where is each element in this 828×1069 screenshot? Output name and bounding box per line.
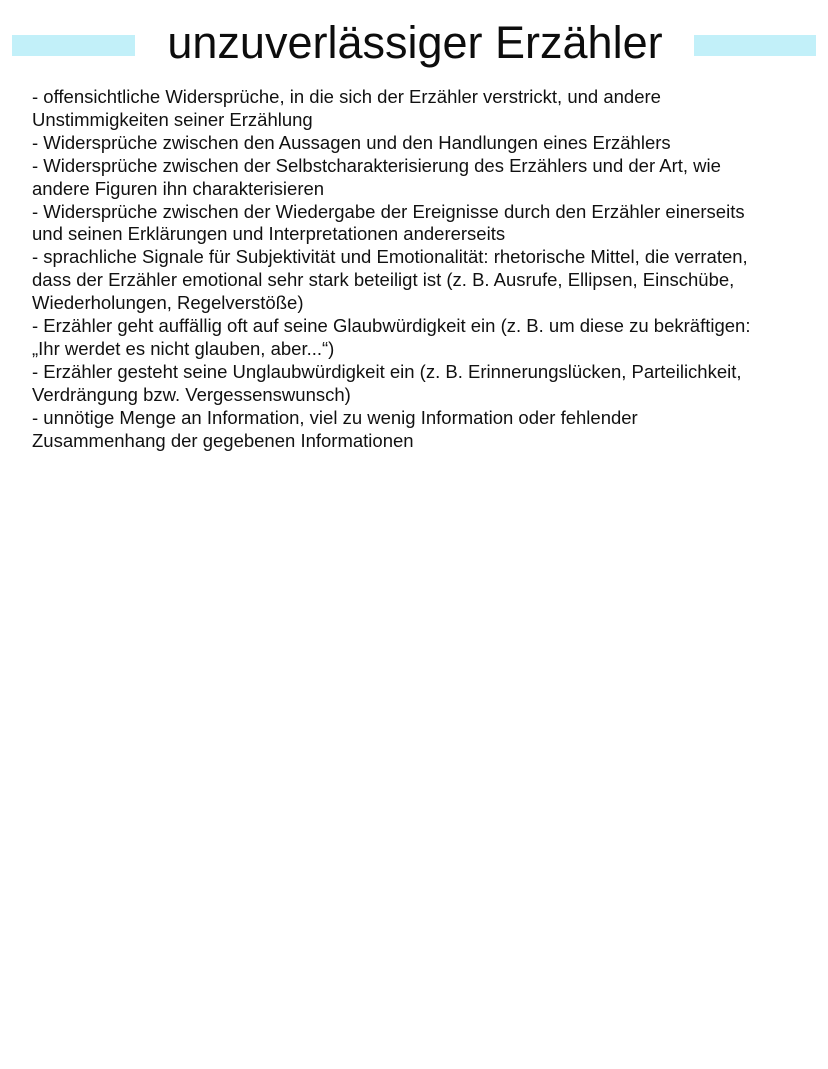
text-line: Verdrängung bzw. Vergessenswunsch) [32, 383, 351, 405]
text-line: „Ihr werdet es nicht glauben, aber...“) [32, 337, 335, 359]
text-line: Zusammenhang der gegebenen Informationen [32, 429, 414, 451]
text-line: - Widersprüche zwischen der Wiedergabe der Ereignisse durch den Erzähler einerseits [32, 200, 745, 222]
text-line: andere Figuren ihn charakterisieren [32, 177, 325, 199]
text-line: - Erzähler gesteht seine Unglaubwürdigkeit ein (z. B. Erinnerungslücken, Parteilichkeit, [32, 360, 742, 382]
text-line: - sprachliche Signale für Subjektivität und Emotionalität: rhetorische Mittel, die verraten, [32, 246, 748, 268]
text-line: - Widersprüche zwischen der Selbstcharakterisierung des Erzählers und der Art, wie [32, 154, 721, 176]
text-line: - Widersprüche zwischen den Aussagen und den Handlungen eines Erzählers [32, 131, 671, 153]
text-line: - Erzähler geht auffällig oft auf seine Glaubwürdigkeit ein (z. B. um diese zu bekräftigen: [32, 315, 751, 337]
text-line: Wiederholungen, Regelverstöße) [32, 292, 304, 314]
page-title: unzuverlässiger Erzähler [167, 17, 663, 68]
text-line: - unnötige Menge an Information, viel zu wenig Information oder fehlender [32, 406, 638, 428]
text-line: dass der Erzähler emotional sehr stark beteiligt ist (z. B. Ausrufe, Ellipsen, Einschübe, [32, 269, 735, 291]
title-accent-bar-right [694, 35, 816, 56]
text-line: - offensichtliche Widersprüche, in die sich der Erzähler verstrickt, und andere [32, 86, 661, 107]
title-row [12, 14, 816, 74]
title-accent-bar-left [12, 35, 135, 56]
criteria-list [32, 86, 812, 453]
text-line: Unstimmigkeiten seiner Erzählung [32, 108, 313, 130]
text-line: und seinen Erklärungen und Interpretationen andererseits [32, 223, 506, 245]
